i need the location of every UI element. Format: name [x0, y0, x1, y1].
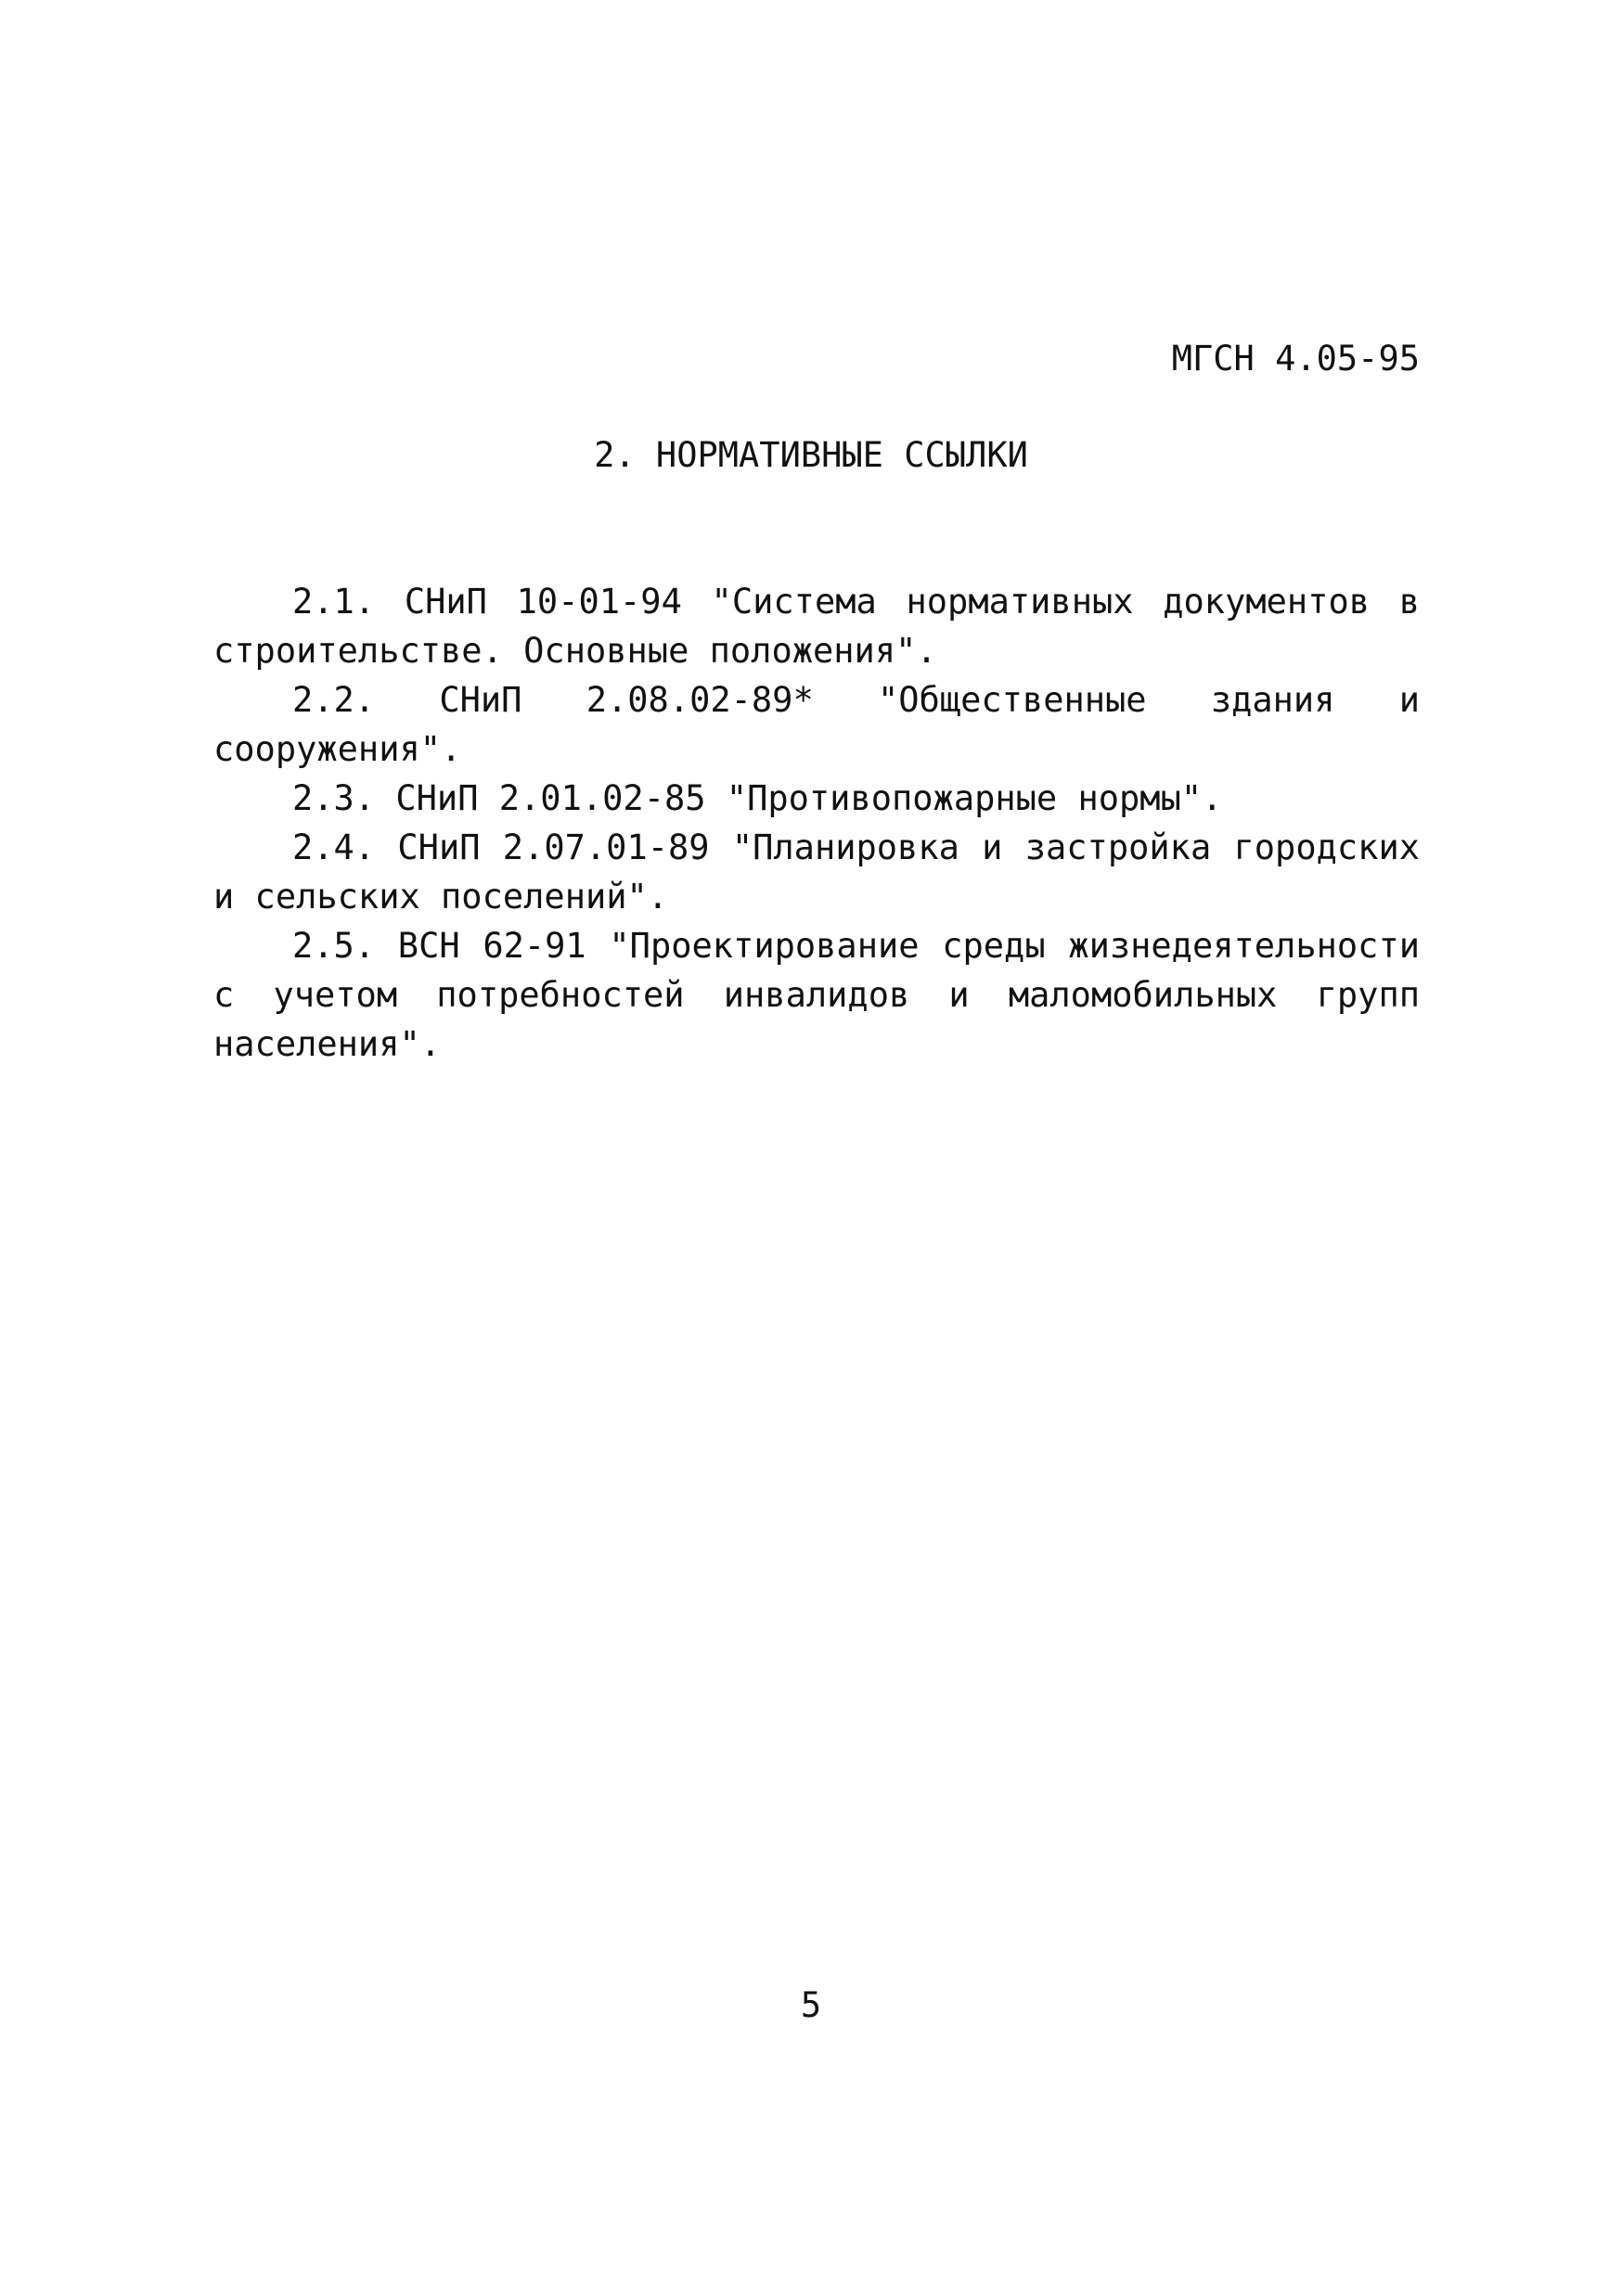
- reference-item: 2.3. СНиП 2.01.02-85 "Противопожарные нормы".: [292, 778, 1223, 818]
- reference-item: 2.2. СНиП 2.08.02-89* "Общественные здания и сооружения".: [213, 680, 1420, 769]
- page-number: 5: [800, 1985, 822, 2025]
- references-list: [213, 577, 1420, 1069]
- document-code: МГСН 4.05-95: [1171, 339, 1420, 378]
- reference-item: 2.4. СНиП 2.07.01-89 "Планировка и застройка городских и сельских поселений".: [213, 827, 1420, 917]
- reference-item: 2.5. ВСН 62-91 "Проектирование среды жизнедеятельности с учетом потребностей инвалидов и маломобильных групп населения".: [213, 926, 1420, 1064]
- reference-item: 2.1. СНиП 10-01-94 "Система нормативных документов в строительстве. Основные положения".: [213, 582, 1420, 671]
- section-title: 2. НОРМАТИВНЫЕ ССЫЛКИ: [594, 435, 1028, 475]
